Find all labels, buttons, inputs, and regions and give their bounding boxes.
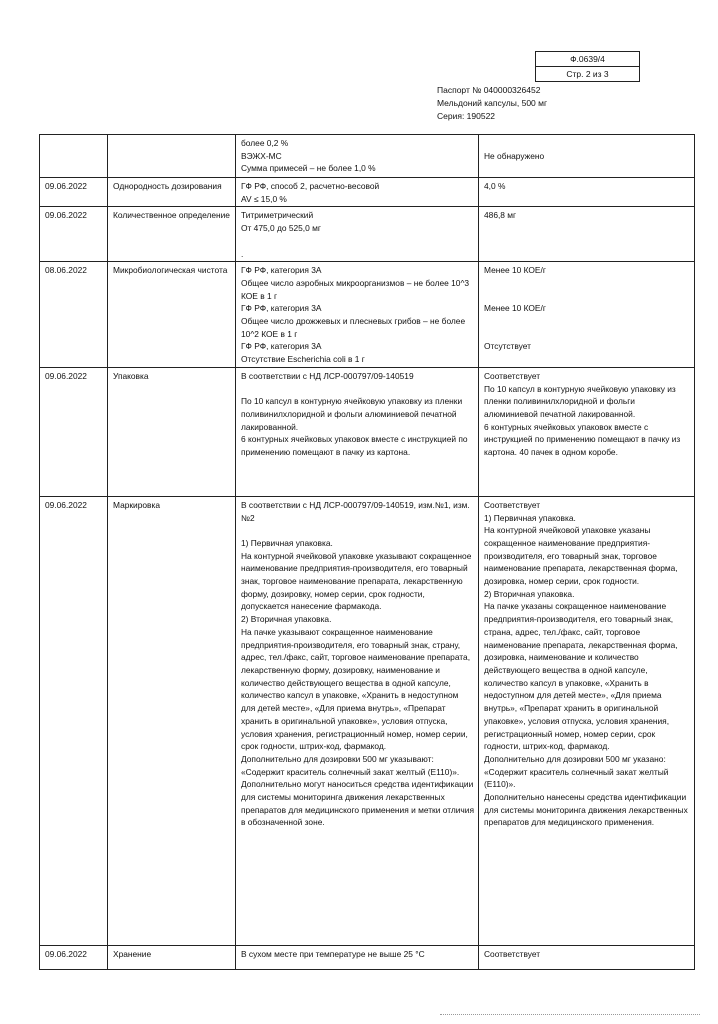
result-cell: Соответствует По 10 капсул в контурную ячейковую упаковку из пленки поливинилхлоридной и фольги алюминиевой печатной лакированной. 6 контурных ячейковых упаковок вместе с инструкцией по применению помещают в пачку из картона. 40 пачек в одном коробе. bbox=[479, 367, 695, 496]
result-cell: Соответствует 1) Первичная упаковка. На контурной ячейковой упаковке указаны сокращенное наименование предприятия-производителя, его товарный знак, торговое наименование препарата, лекарственная форма, дозировка, номер серии, срок годности. 2) Вторичная упаковка. На пачке указаны сокращенное наименование предприятия-производителя, его товарный знак, страна, адрес, тел./факс, сайт, торговое наименование препарата, лекарственная форма, дозировка, наименование и количество действующего вещества в одной капсуле, количество капсул в упаковке, «Хранить в недоступном для детей месте», «Для приема внутрь», «Препарат хранить в оригинальной упаковке», условия отпуска, условия хранения, регистрационный номер, номер серии, срок годности, штрих-код, фармакод. Дополнительно для дозировки 500 мг указано: «Содержит краситель солнечный закат желтый (Е110)». Дополнительно нанесены средства идентификации для системы мониторинга движения лекарственных препаратов для медицинского применения. bbox=[479, 496, 695, 945]
table-row bbox=[40, 178, 695, 207]
test-cell bbox=[108, 135, 236, 178]
table-row bbox=[40, 262, 695, 368]
result-cell: Менее 10 КОЕ/г Менее 10 КОЕ/г Отсутствует bbox=[479, 262, 695, 368]
spec-cell: В соответствии с НД ЛСР-000797/09-140519, изм.№1, изм.№2 1) Первичная упаковка. На контурной ячейковой упаковке указывают сокращенное наименование предприятия-производителя, его товарный знак, торговое наименование препарата, лекарственную форму, дозировку, номер серии, срок годности, допускается нанесение фармакода. 2) Вторичная упаковка. На пачке указывают сокращенное наименование предприятия-производителя, его товарный знак, страну, адрес, тел./факс, сайт, торговое наименование препарата, лекарственную форму, дозировку, наименование и количество действующего вещества в одной капсуле, количество капсул в упаковке, «Хранить в недоступном для детей месте», «Для приема внутрь», «Препарат хранить в оригинальной упаковке», условия отпуска, условия хранения, регистрационный номер, номер серии, срок годности, штрих-код, фармакод. Дополнительно для дозировки 500 мг указывают: «Содержит краситель солнечный закат желтый (Е110)». Дополнительно могут наноситься средства идентификации для системы мониторинга движения лекарственных препаратов для медицинского применения и метки отличия в обозначенной зоне. bbox=[236, 496, 479, 945]
test-cell: Количественное определение bbox=[108, 207, 236, 262]
form-code-box bbox=[535, 51, 640, 82]
result-cell: Не обнаружено bbox=[479, 135, 695, 178]
scan-edge-mark bbox=[440, 1014, 700, 1018]
spec-cell: В соответствии с НД ЛСР-000797/09-140519 По 10 капсул в контурную ячейковую упаковку из пленки поливинилхлоридной и фольги алюминиевой печатной лакированной. 6 контурных ячейковых упаковок вместе с инструкцией по применению помещают в пачку из картона. bbox=[236, 367, 479, 496]
table-row bbox=[40, 135, 695, 178]
table-row bbox=[40, 945, 695, 969]
date-cell: 09.06.2022 bbox=[40, 178, 108, 207]
date-cell: 09.06.2022 bbox=[40, 207, 108, 262]
spec-cell: более 0,2 % ВЭЖХ-МС Сумма примесей – не более 1,0 % bbox=[236, 135, 479, 178]
result-cell: 486,8 мг bbox=[479, 207, 695, 262]
date-cell: 09.06.2022 bbox=[40, 496, 108, 945]
passport-header bbox=[437, 84, 547, 123]
date-cell bbox=[40, 135, 108, 178]
result-cell: Соответствует bbox=[479, 945, 695, 969]
spec-cell: ГФ РФ, категория 3А Общее число аэробных микроорганизмов – не более 10^3 КОЕ в 1 г ГФ РФ, категория 3А Общее число дрожжевых и плесневых грибов – не более 10^2 КОЕ в 1 г ГФ РФ, категория 3А Отсутствие Escherichia coli в 1 г bbox=[236, 262, 479, 368]
spec-cell: Титриметрический От 475,0 до 525,0 мг . bbox=[236, 207, 479, 262]
spec-cell: ГФ РФ, способ 2, расчетно-весовой AV ≤ 15,0 % bbox=[236, 178, 479, 207]
results-table bbox=[39, 134, 695, 970]
form-code: Ф.0639/4 bbox=[570, 54, 605, 64]
product-name: Мельдоний капсулы, 500 мг bbox=[437, 98, 548, 108]
test-cell: Хранение bbox=[108, 945, 236, 969]
date-cell: 09.06.2022 bbox=[40, 945, 108, 969]
test-cell: Маркировка bbox=[108, 496, 236, 945]
table-row bbox=[40, 207, 695, 262]
table-row bbox=[40, 367, 695, 496]
test-cell: Однородность дозирования bbox=[108, 178, 236, 207]
date-cell: 09.06.2022 bbox=[40, 367, 108, 496]
series-number: Серия: 190522 bbox=[437, 111, 496, 121]
table-row bbox=[40, 496, 695, 945]
spec-cell: В сухом месте при температуре не выше 25 °С bbox=[236, 945, 479, 969]
passport-number: Паспорт № 040000326452 bbox=[437, 85, 541, 95]
test-cell: Микробиологическая чистота bbox=[108, 262, 236, 368]
result-cell: 4,0 % bbox=[479, 178, 695, 207]
page-number: Стр. 2 из 3 bbox=[536, 66, 639, 81]
test-cell: Упаковка bbox=[108, 367, 236, 496]
date-cell: 08.06.2022 bbox=[40, 262, 108, 368]
